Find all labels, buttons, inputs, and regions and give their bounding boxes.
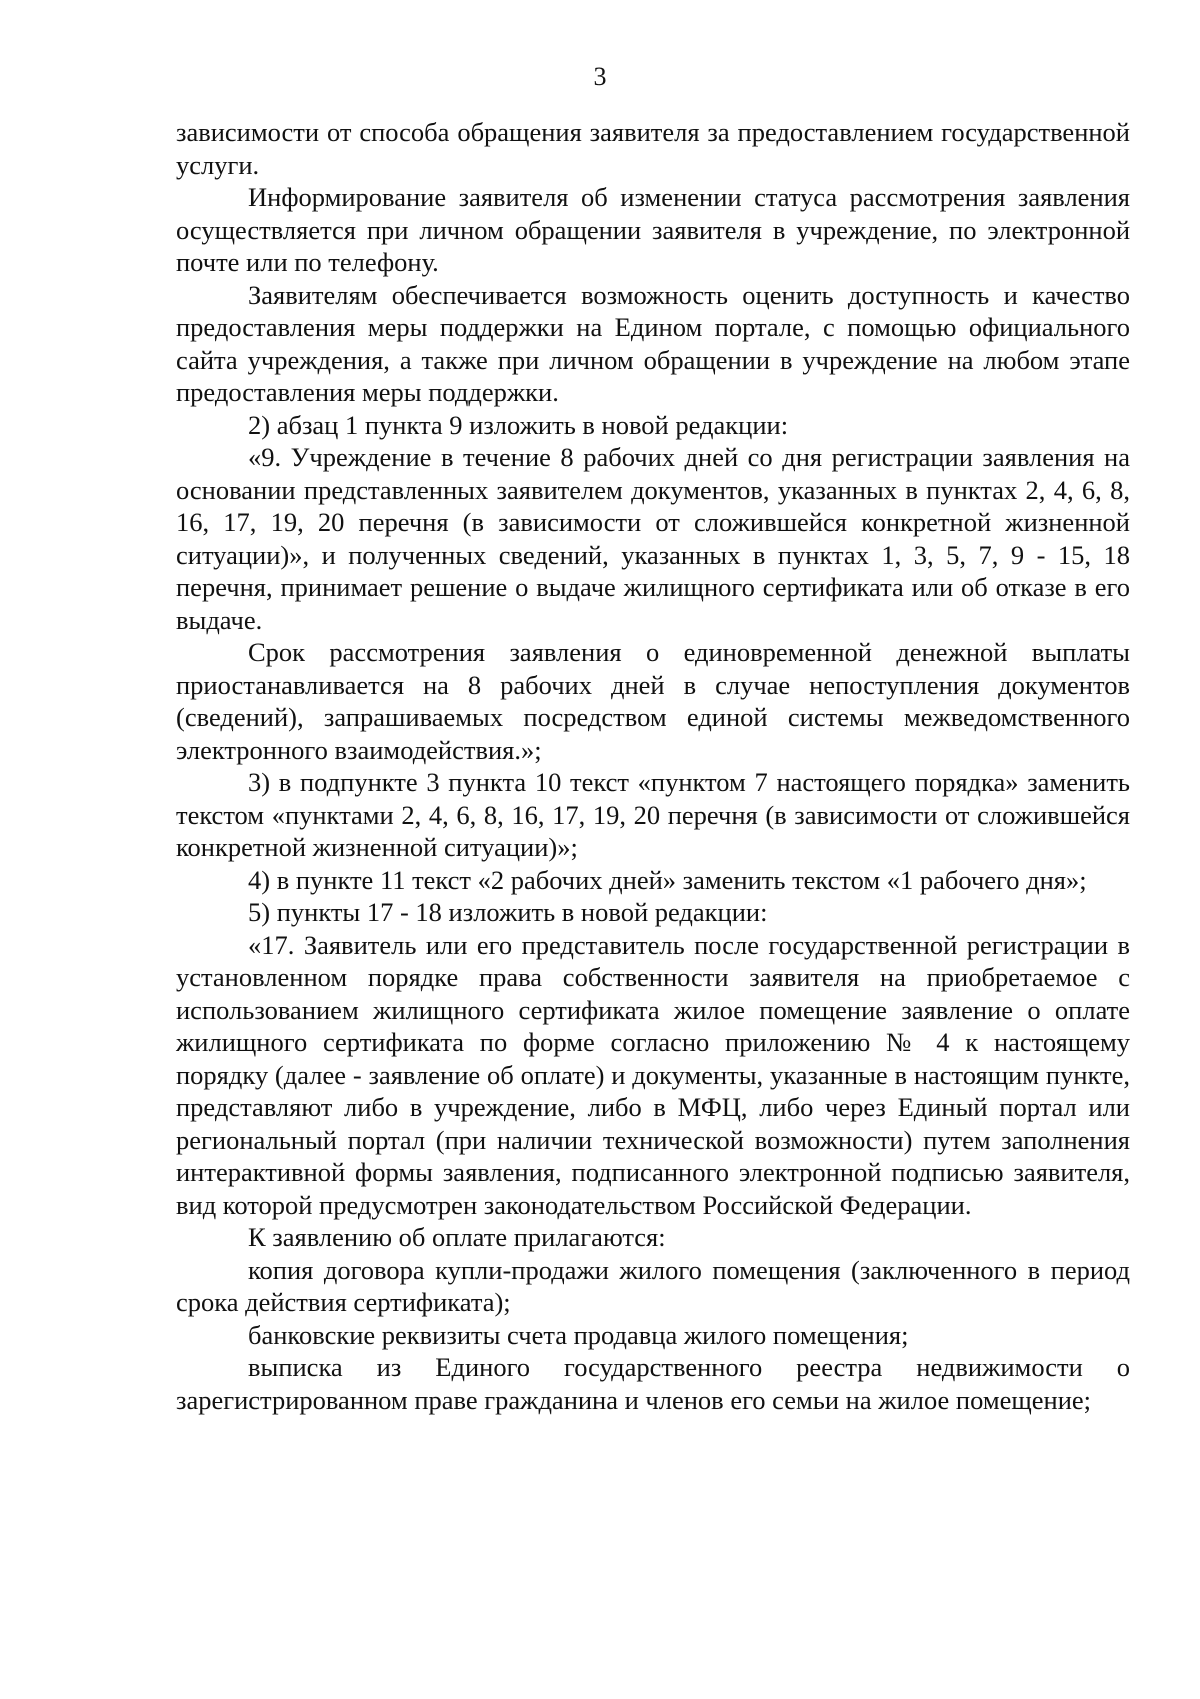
paragraph-amendment-5: 5) пункты 17 - 18 изложить в новой редакции: bbox=[248, 897, 768, 927]
paragraph-clause-17: «17. Заявитель или его представитель после государственной регистрации в установленном порядке права собственности заявителя на приобретаемое с использованием жилищного сертификата жилое помещение заявление о оплате жилищного сертификата по форме согласно приложению № 4 к настоящему порядку (далее - заявление об оплате) и документы, указанные в настоящим пункте, представляют либо в учреждение, либо в МФЦ, либо через Единый портал или региональный портал (при наличии технической возможности) путем заполнения интерактивной формы заявления, подписанного электронной подписью заявителя, вид которой предусмотрен законодательством Российской Федерации. bbox=[176, 929, 1130, 1220]
paragraph-attachment-bank-details: банковские реквизиты счета продавца жилого помещения; bbox=[248, 1319, 909, 1350]
paragraph-attachments-intro: К заявлению об оплате прилагаются: bbox=[248, 1222, 666, 1252]
paragraph-amendment-4: 4) в пункте 11 текст «2 рабочих дней» заменить текстом «1 рабочего дня»; bbox=[248, 864, 1087, 895]
document-body bbox=[176, 116, 1130, 1416]
paragraph-attachment-contract: копия договора купли-продажи жилого помещения (заключенного в период срока действия сертификата); bbox=[176, 1254, 1130, 1317]
page-number: 3 bbox=[593, 62, 607, 91]
paragraph-status-informing: Информирование заявителя об изменении статуса рассмотрения заявления осуществляется при личном обращении заявителя в учреждение, по электронной почте или по телефону. bbox=[176, 182, 1130, 277]
paragraph-continuation: зависимости от способа обращения заявителя за предоставлением государственной услуги. bbox=[176, 117, 1130, 180]
paragraph-amendment-2: 2) абзац 1 пункта 9 изложить в новой редакции: bbox=[248, 409, 789, 440]
paragraph-quality-assessment: Заявителям обеспечивается возможность оценить доступность и качество предоставления меры поддержки на Едином портале, с помощью официального сайта учреждения, а также при личном обращении в учреждение на любом этапе предоставления меры поддержки. bbox=[176, 279, 1130, 407]
paragraph-clause-9: «9. Учреждение в течение 8 рабочих дней со дня регистрации заявления на основании представленных заявителем документов, указанных в пунктах 2, 4, 6, 8, 16, 17, 19, 20 перечня (в зависимости от сложившейся конкретной жизненной ситуации)», и полученных сведений, указанных в пунктах 1, 3, 5, 7, 9 - 15, 18 перечня, принимает решение о выдаче жилищного сертификата или об отказе в его выдаче. bbox=[176, 442, 1130, 635]
paragraph-amendment-3: 3) в подпункте 3 пункта 10 текст «пунктом 7 настоящего порядка» заменить текстом «пунктами 2, 4, 6, 8, 16, 17, 19, 20 перечня (в зависимости от сложившейся конкретной жизненной ситуации)»; bbox=[176, 767, 1130, 862]
paragraph-review-period: Срок рассмотрения заявления о единовременной денежной выплаты приостанавливается на 8 рабочих дней в случае непоступления документов (сведений), запрашиваемых посредством единой системы межведомственного электронного взаимодействия.»; bbox=[176, 637, 1130, 765]
paragraph-attachment-registry-extract: выписка из Единого государственного реестра недвижимости о зарегистрированном праве гражданина и членов его семьи на жилое помещение; bbox=[176, 1352, 1130, 1415]
